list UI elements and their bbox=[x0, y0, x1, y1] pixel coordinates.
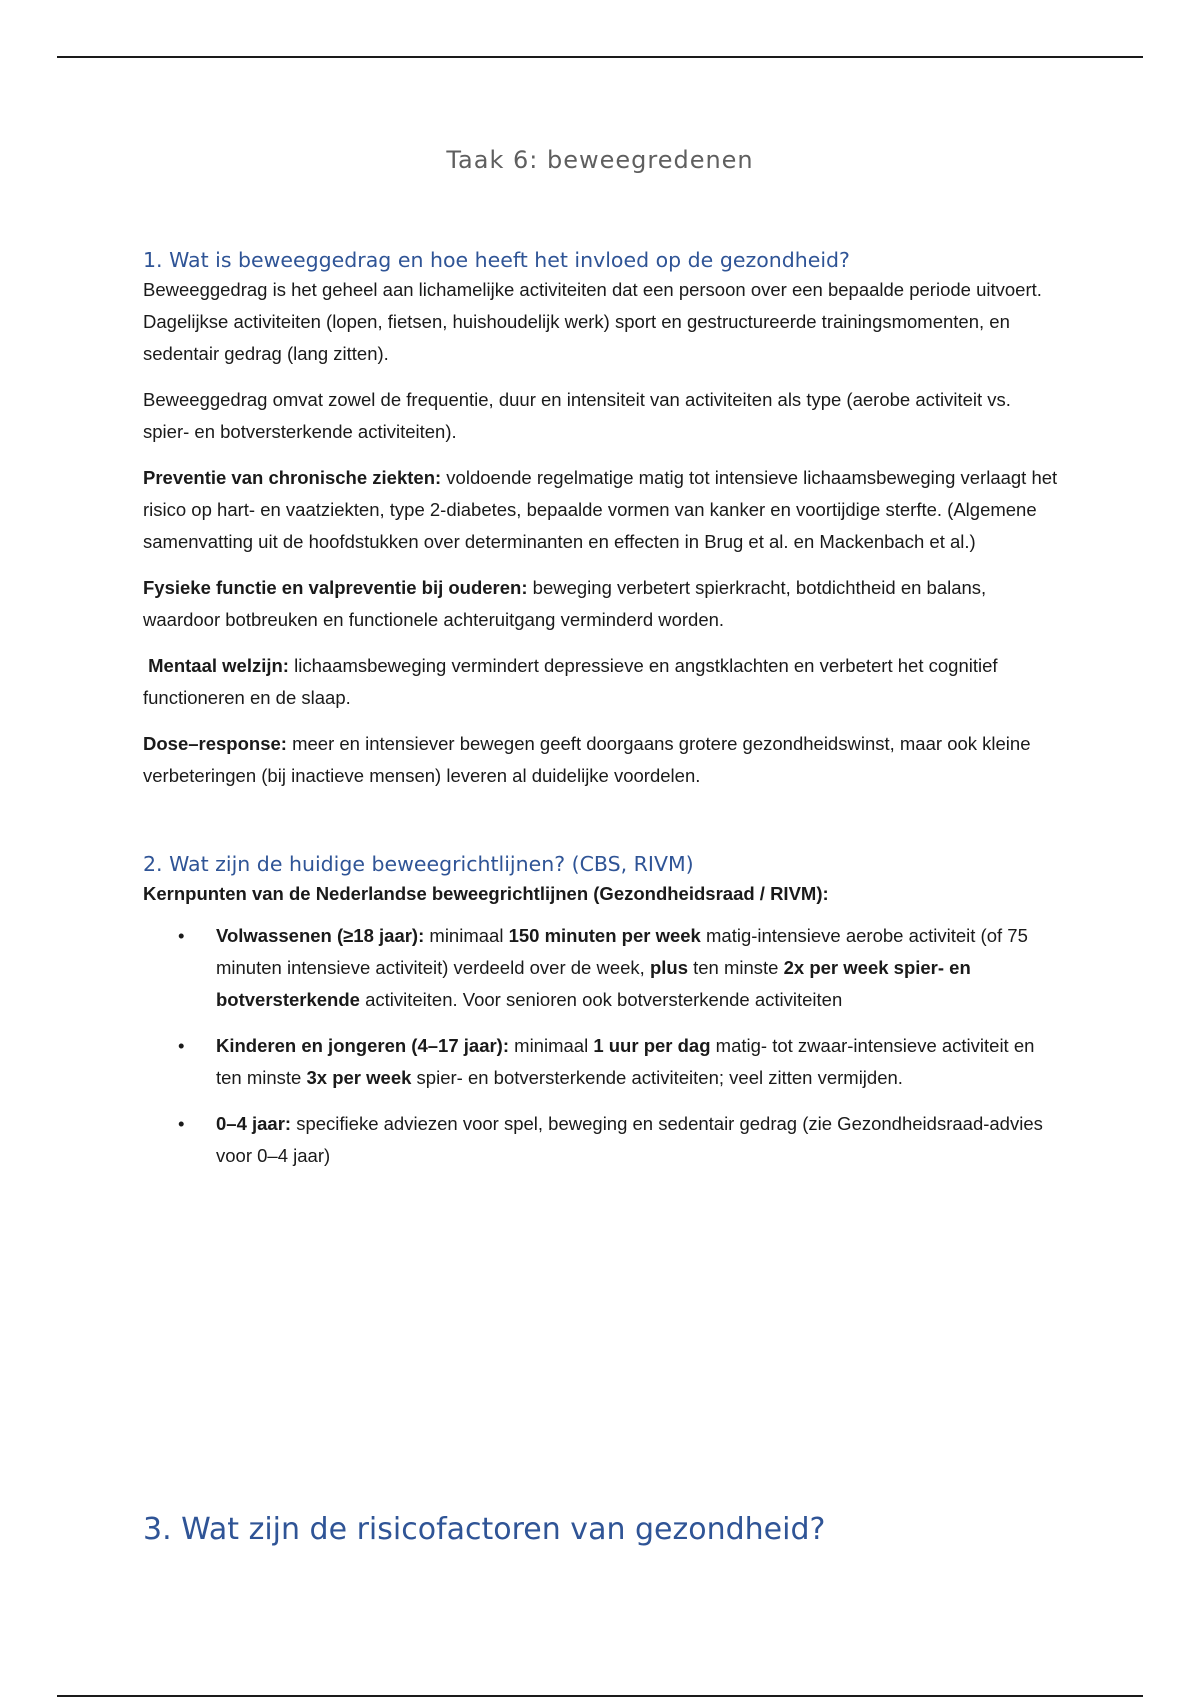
bullet-marker: • bbox=[178, 1113, 185, 1134]
section-2-heading: 2. Wat zijn de huidige beweegrichtlijnen? (CBS, RIVM) bbox=[143, 852, 694, 876]
dose-response-label: Dose–response: bbox=[143, 733, 287, 754]
physical-function-text: beweging verbetert spierkracht, botdichtheid en balans, waardoor botbreuken en functionele achteruitgang verminderd worden. bbox=[143, 577, 987, 630]
section-3-heading: 3. Wat zijn de risicofactoren van gezondheid? bbox=[143, 1512, 826, 1547]
paragraph-mental-wellbeing bbox=[143, 650, 1061, 714]
header-rule bbox=[57, 56, 1143, 58]
mental-wellbeing-label: Mentaal welzijn: bbox=[148, 655, 289, 676]
guidelines-intro-text: Kernpunten van de Nederlandse beweegrichtlijnen (Gezondheidsraad / RIVM): bbox=[143, 883, 829, 904]
adults-key-1: 150 minuten per week bbox=[508, 925, 701, 946]
children-text-3: spier- en botversterkende activiteiten; veel zitten vermijden. bbox=[411, 1067, 903, 1088]
guideline-children bbox=[178, 1030, 1061, 1094]
document-title: Taak 6: beweegredenen bbox=[446, 146, 754, 174]
adults-text-4: activiteiten. Voor senioren ook botversterkende activiteiten bbox=[359, 989, 843, 1010]
adults-key-2: plus bbox=[649, 957, 688, 978]
adults-key-3: 2x per week spier- en botversterkende bbox=[216, 957, 971, 1010]
adults-text-3: ten minste bbox=[687, 957, 784, 978]
paragraph-components: Beweeggedrag omvat zowel de frequentie, duur en intensiteit van activiteiten als type (aerobe activiteit vs. spier- en botversterkende activiteiten). bbox=[143, 389, 1011, 442]
adults-label: Volwassenen (≥18 jaar): bbox=[216, 925, 425, 946]
physical-function-label: Fysieke functie en valpreventie bij ouderen: bbox=[143, 577, 528, 598]
guideline-adults bbox=[178, 920, 1061, 1016]
paragraph-prevention bbox=[143, 462, 1061, 558]
children-label: Kinderen en jongeren (4–17 jaar): bbox=[216, 1035, 510, 1056]
adults-text-1: minimaal bbox=[424, 925, 509, 946]
prevention-text: voldoende regelmatige matig tot intensieve lichaamsbeweging verlaagt het risico op hart- en vaatziekten, type 2-diabetes, bepaalde vormen van kanker en voortijdige sterfte. (Algemene samenvatting uit de hoofdstukken over determinanten en effecten in Brug et al. en Mackenbach et al.) bbox=[143, 467, 1058, 552]
bullet-marker: • bbox=[178, 1035, 185, 1056]
section-1-heading: 1. Wat is beweeggedrag en hoe heeft het invloed op de gezondheid? bbox=[143, 248, 850, 272]
paragraph-physical-function bbox=[143, 572, 1061, 636]
mental-wellbeing-text: lichaamsbeweging vermindert depressieve en angstklachten en verbetert het cognitief functioneren en de slaap. bbox=[143, 655, 998, 708]
toddlers-text: specifieke adviezen voor spel, beweging en sedentair gedrag (zie Gezondheidsraad-advies voor 0–4 jaar) bbox=[216, 1113, 1043, 1166]
guidelines-list bbox=[143, 920, 1061, 1172]
children-text-1: minimaal bbox=[509, 1035, 594, 1056]
footer-rule bbox=[57, 1695, 1143, 1697]
paragraph-dose-response bbox=[143, 728, 1061, 792]
adults-text-2: matig-intensieve aerobe activiteit (of 75 minuten intensieve activiteit) verdeeld over de week, bbox=[216, 925, 1028, 978]
dose-response-text: meer en intensiever bewegen geeft doorgaans grotere gezondheidswinst, maar ook kleine verbeteringen (bij inactieve mensen) leveren al duidelijke voordelen. bbox=[143, 733, 1031, 786]
section-2 bbox=[143, 852, 1061, 1186]
children-key-2: 3x per week bbox=[306, 1067, 412, 1088]
children-key-1: 1 uur per dag bbox=[593, 1035, 711, 1056]
section-1 bbox=[143, 248, 1061, 806]
toddlers-label: 0–4 jaar: bbox=[216, 1113, 292, 1134]
section-3 bbox=[143, 1512, 1061, 1547]
guidelines-intro bbox=[143, 878, 1061, 910]
bullet-marker: • bbox=[178, 925, 185, 946]
children-text-2: matig- tot zwaar-intensieve activiteit en ten minste bbox=[216, 1035, 1035, 1088]
prevention-label: Preventie van chronische ziekten: bbox=[143, 467, 442, 488]
paragraph-definition: Beweeggedrag is het geheel aan lichamelijke activiteiten dat een persoon over een bepaalde periode uitvoert. Dagelijkse activiteiten (lopen, fietsen, huishoudelijk werk) sport en gestructureerde trainingsmomenten, en sedentair gedrag (lang zitten). bbox=[143, 279, 1042, 364]
guideline-toddlers bbox=[178, 1108, 1061, 1172]
